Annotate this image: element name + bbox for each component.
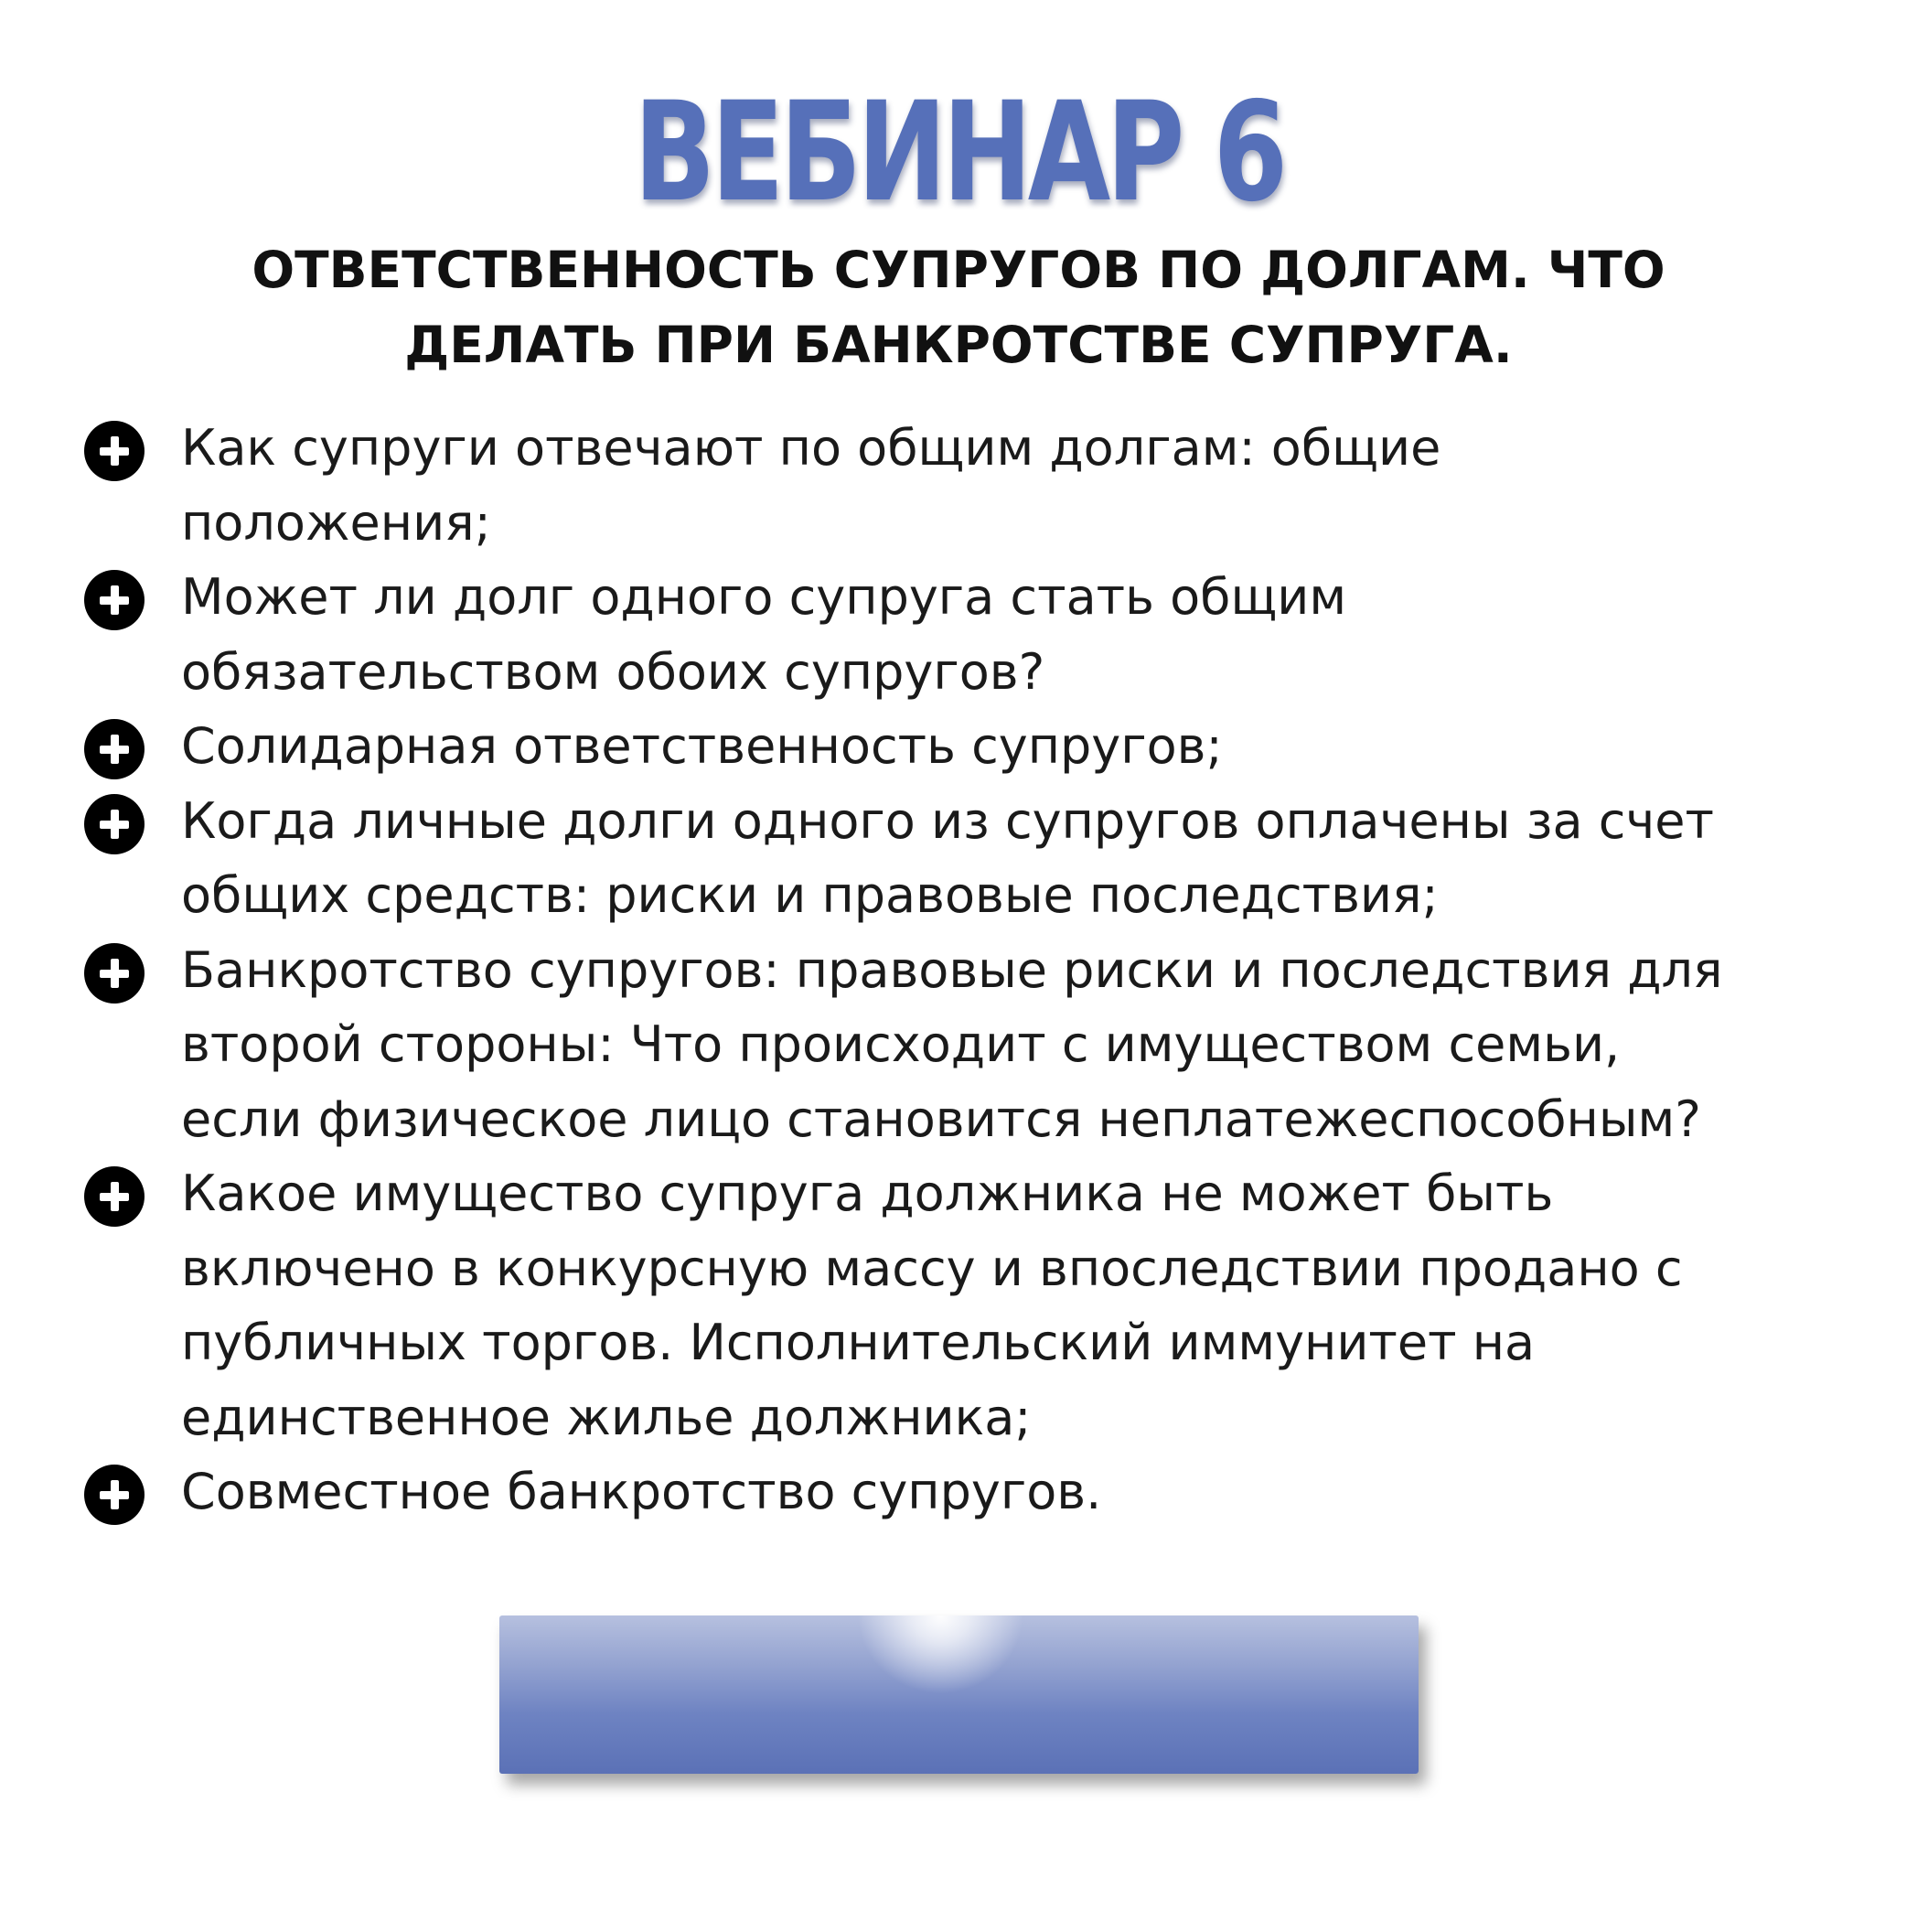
- subtitle-line: ДЕЛАТЬ ПРИ БАНКРОТСТВЕ СУПРУГА.: [404, 316, 1513, 374]
- topic-line: Когда личные долги одного из супругов оплачены за счет: [181, 791, 1714, 850]
- topic-item: [84, 709, 1840, 784]
- plus-circle-icon: [84, 1465, 145, 1525]
- webinar-title: ВЕБИНАР 6: [633, 73, 1284, 232]
- topic-line: Банкротство супругов: правовые риски и последствия для: [181, 940, 1723, 999]
- topic-line: если физическое лицо становится неплатежеспособным?: [181, 1089, 1701, 1148]
- topic-line: публичных торгов. Исполнительский иммунитет на: [181, 1314, 1536, 1371]
- topic-line: Какое имущество супруга должника не может быть: [181, 1165, 1554, 1222]
- subtitle-line: ОТВЕТСТВЕННОСТЬ СУПРУГОВ ПО ДОЛГАМ. ЧТО: [252, 241, 1665, 299]
- topic-line: Совместное банкротство супругов.: [181, 1463, 1102, 1520]
- topic-item: [84, 411, 1840, 560]
- topic-line: Как супруги отвечают по общим долгам: общие: [181, 419, 1441, 477]
- topic-item: [84, 1156, 1840, 1454]
- topic-line: второй стороны: Что происходит с имуществом семьи,: [181, 1015, 1621, 1073]
- topic-line: положения;: [181, 493, 491, 552]
- topic-line: включено в конкурсную массу и впоследствии продано с: [181, 1239, 1683, 1297]
- webinar-subtitle: [0, 232, 1917, 382]
- topic-line: обязательством обоих супругов?: [181, 642, 1045, 701]
- plus-circle-icon: [84, 570, 145, 630]
- topic-line: Солидарная ответственность супругов;: [181, 717, 1223, 775]
- plus-circle-icon: [84, 421, 145, 481]
- plus-circle-icon: [84, 794, 145, 854]
- topic-item: [84, 784, 1840, 933]
- topic-line: единственное жилье должника;: [181, 1388, 1032, 1446]
- topic-item: [84, 560, 1840, 709]
- topic-list: [84, 411, 1840, 1530]
- plus-circle-icon: [84, 1166, 145, 1227]
- cta-button[interactable]: [499, 1615, 1419, 1774]
- topic-item: [84, 933, 1840, 1157]
- plus-circle-icon: [84, 943, 145, 1004]
- topic-line: Может ли долг одного супруга стать общим: [181, 568, 1347, 626]
- topic-item: [84, 1454, 1840, 1530]
- topic-line: общих средств: риски и правовые последствия;: [181, 866, 1439, 924]
- plus-circle-icon: [84, 719, 145, 779]
